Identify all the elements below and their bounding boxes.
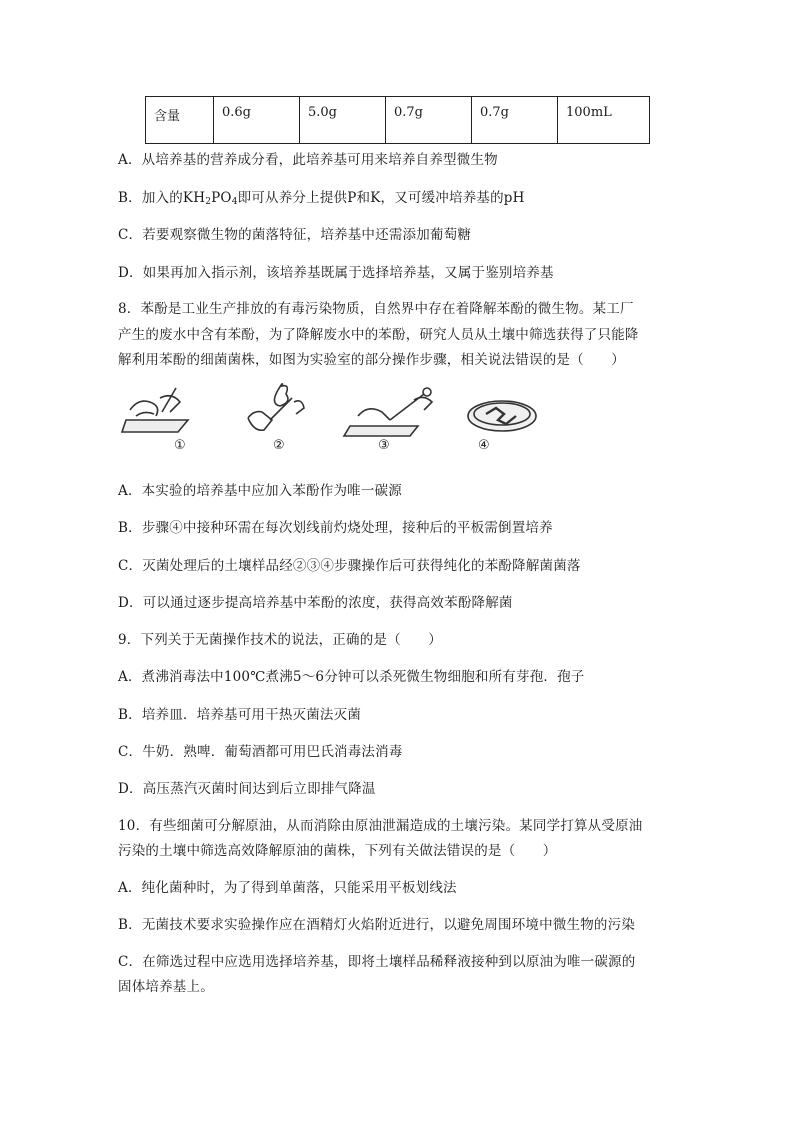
table-cell: 0.7g	[472, 97, 558, 144]
step2-flame-icon	[248, 384, 304, 431]
table-cell: 0.6g	[214, 97, 300, 144]
q9-option-d: D．高压蒸汽灭菌时间达到后立即排气降温	[118, 781, 376, 797]
q9-stem: 9．下列关于无菌操作技术的说法，正确的是（ ）	[118, 632, 442, 648]
q8-option-d: D．可以通过逐步提高培养基中苯酚的浓度，获得高效苯酚降解菌	[118, 595, 513, 611]
figure-label-1: ①	[174, 438, 186, 453]
table-cell: 100mL	[558, 97, 650, 144]
q8-option-b: B．步骤④中接种环需在每次划线前灼烧处理，接种后的平板需倒置培养	[118, 520, 553, 536]
q7-option-a: A．从培养基的营养成分看，此培养基可用来培养自养型微生物	[118, 152, 498, 168]
q8-stem-line: 解利用苯酚的细菌菌株，如图为实验室的部分操作步骤，相关说法错误的是（ ）	[118, 352, 625, 368]
step3-streak-icon	[344, 388, 432, 436]
step1-hands-icon	[122, 388, 188, 432]
subscript: 4	[231, 197, 238, 207]
table-cell: 5.0g	[300, 97, 386, 144]
q9-option-a: A．煮沸消毒法中100℃煮沸5～6分钟可以杀死微生物细胞和所有芽孢．孢子	[118, 669, 585, 685]
lab-steps-figure	[118, 380, 538, 460]
q9-option-b: B．培养皿．培养基可用干热灭菌法灭菌	[118, 707, 362, 723]
q10-stem-line: 10．有些细菌可分解原油，从而消除由原油泄漏造成的土壤污染。某同学打算从受原油	[118, 818, 643, 834]
medium-composition-table	[145, 96, 650, 144]
q7-option-c: C．若要观察微生物的菌落特征，培养基中还需添加葡萄糖	[118, 227, 472, 243]
q8-option-c: C．灭菌处理后的土壤样品经②③④步骤操作后可获得纯化的苯酚降解菌菌落	[118, 558, 581, 574]
step4-petri-dish-icon	[468, 401, 536, 431]
table-cell: 0.7g	[386, 97, 472, 144]
subscript: 2	[205, 197, 212, 207]
q7-b-text: 即可从养分上提供P和K，又可缓冲培养基的pH	[237, 190, 525, 206]
table-cell-label: 含量	[146, 97, 214, 144]
q10-option-b: B．无菌技术要求实验操作应在酒精灯火焰附近进行，以避免周围环境中微生物的污染	[118, 917, 636, 933]
q8-option-a: A．本实验的培养基中应加入苯酚作为唯一碳源	[118, 483, 402, 499]
q10-option-c-line: 固体培养基上。	[118, 979, 214, 995]
q7-option-d: D．如果再加入指示剂，该培养基既属于选择培养基，又属于鉴别培养基	[118, 265, 554, 281]
q10-option-c-line: C．在筛选过程中应选用选择培养基，即将土壤样品稀释液接种到以原油为唯一碳源的	[118, 954, 636, 970]
q10-stem-line: 污染的土壤中筛选高效降解原油的菌株，下列有关做法错误的是（ ）	[118, 843, 557, 859]
table-row	[146, 97, 650, 144]
q8-stem-line: 产生的废水中含有苯酚，为了降解废水中的苯酚，研究人员从土壤中筛选获得了只能降	[118, 327, 639, 343]
figure-label-4: ④	[478, 438, 490, 453]
q7-option-b	[118, 186, 525, 207]
figure-label-3: ③	[378, 438, 390, 453]
q7-b-text: PO	[211, 190, 232, 206]
q10-option-a: A．纯化菌种时，为了得到单菌落，只能采用平板划线法	[118, 880, 457, 896]
q9-option-c: C．牛奶．熟啤．葡萄酒都可用巴氏消毒法消毒	[118, 744, 403, 760]
q7-b-text: B．加入的KH	[118, 190, 206, 206]
figure-label-2: ②	[273, 438, 285, 453]
q8-stem-line: 8．苯酚是工业生产排放的有毒污染物质，自然界中存在着降解苯酚的微生物。某工厂	[118, 301, 634, 317]
